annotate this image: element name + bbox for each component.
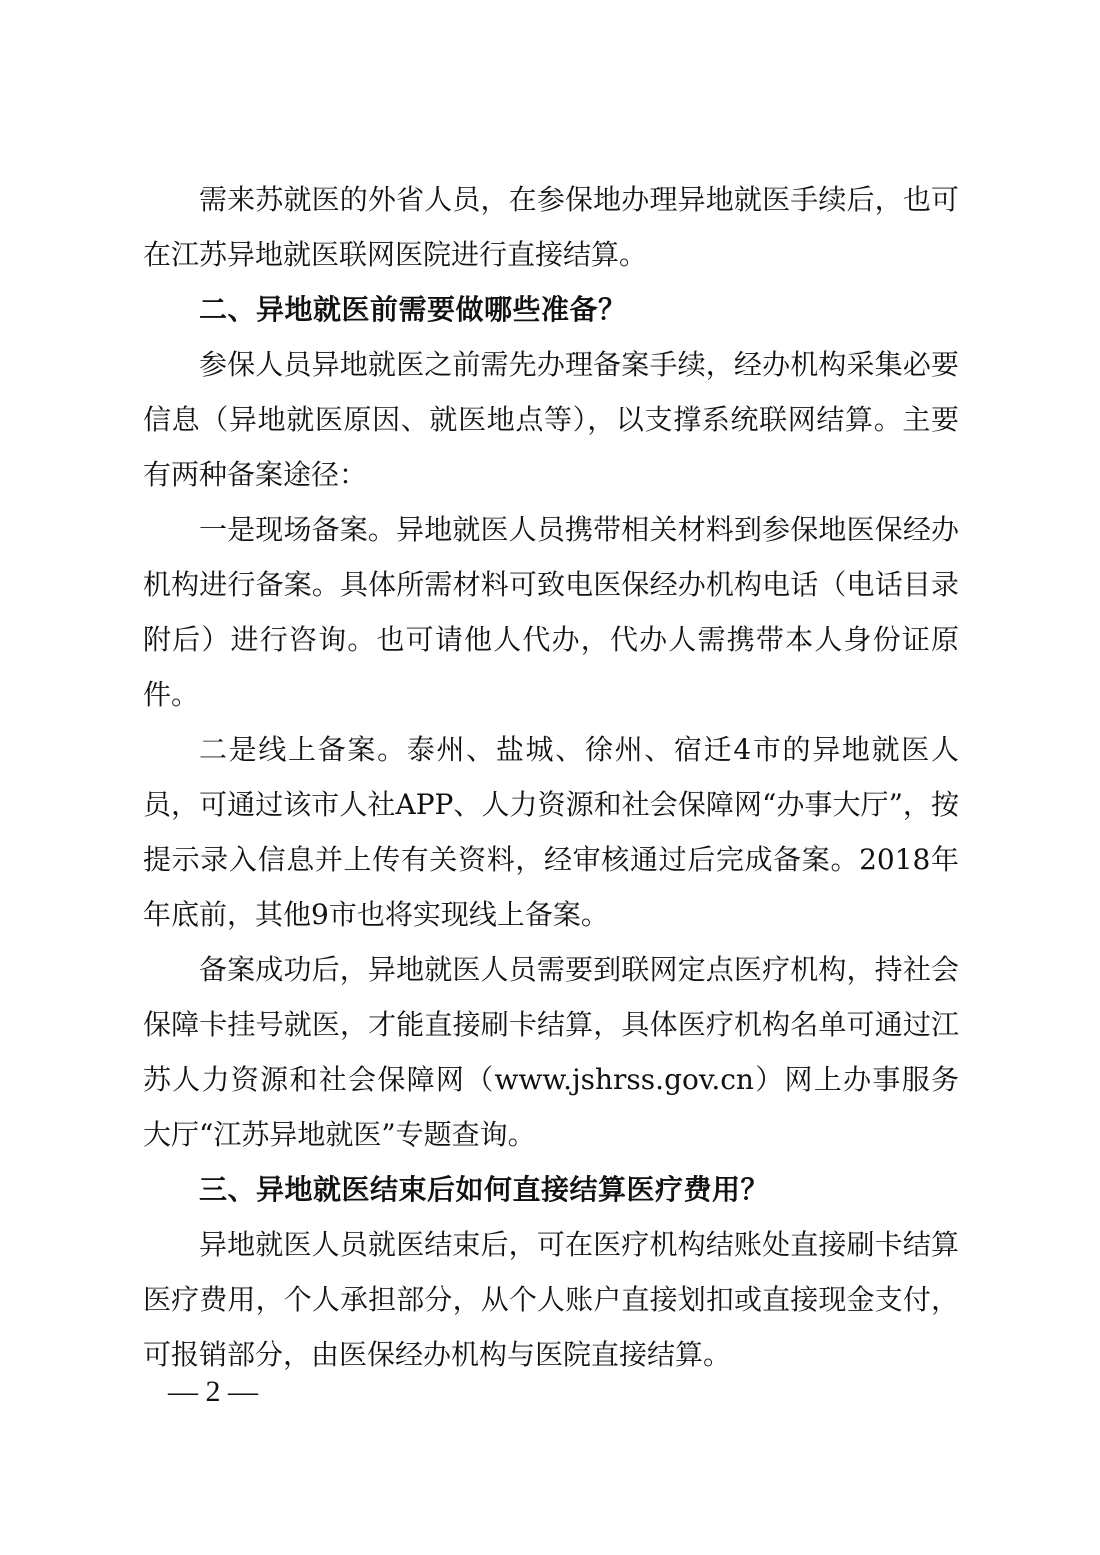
section-heading: 二、异地就医前需要做哪些准备？ <box>199 293 627 326</box>
paragraph: 一是现场备案。异地就医人员携带相关材料到参保地医保经办机构进行备案。具体所需材料可致电医保经办机构电话（电话目录附后）进行咨询。也可请他人代办，代办人需携带本人身份证原件。 <box>143 513 959 711</box>
paragraph: 参保人员异地就医之前需先办理备案手续，经办机构采集必要信息（异地就医原因、就医地点等），以支撑系统联网结算。主要有两种备案途径： <box>143 348 959 491</box>
paragraph: 异地就医人员就医结束后，可在医疗机构结账处直接刷卡结算医疗费用，个人承担部分，从个人账户直接划扣或直接现金支付，可报销部分，由医保经办机构与医院直接结算。 <box>143 1228 959 1371</box>
paragraph: 需来苏就医的外省人员，在参保地办理异地就医手续后，也可在江苏异地就医联网医院进行直接结算。 <box>143 183 959 271</box>
document-body <box>143 172 959 1382</box>
section-heading: 三、异地就医结束后如何直接结算医疗费用？ <box>199 1173 770 1206</box>
page-number: — 2 — <box>168 1375 258 1408</box>
paragraph: 二是线上备案。泰州、盐城、徐州、宿迁4市的异地就医人员，可通过该市人社APP、人力资源和社会保障网“办事大厅”，按提示录入信息并上传有关资料，经审核通过后完成备案。2018年年底前，其他9市也将实现线上备案。 <box>143 733 959 931</box>
paragraph: 备案成功后，异地就医人员需要到联网定点医疗机构，持社会保障卡挂号就医，才能直接刷卡结算，具体医疗机构名单可通过江苏人力资源和社会保障网（www.jshrss.gov.cn）网上办事服务大厅“江苏异地就医”专题查询。 <box>143 953 959 1151</box>
